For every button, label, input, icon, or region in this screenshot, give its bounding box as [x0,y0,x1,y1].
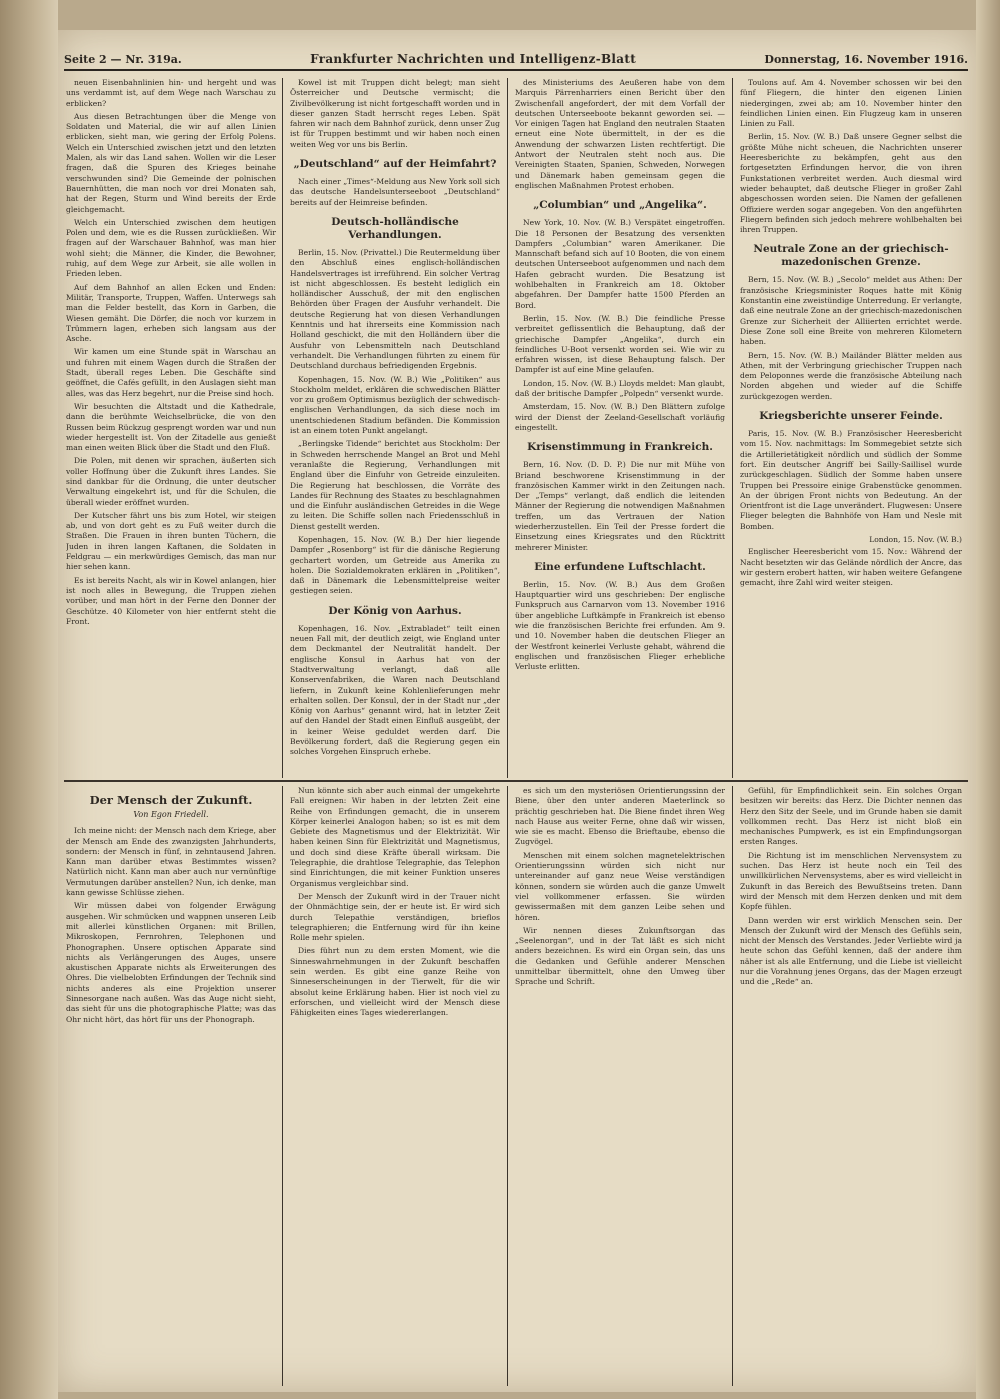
dateline: London, 15. Nov. (W. B.) [869,534,962,544]
column-4 [740,78,962,776]
paragraph: Berlin, 15. Nov. (W. B.) Die feindliche Presse verbreitet geflissentlich die Behauptung, daß der griechische Dampfer „Angelika“, durch ein feindliches U-Boot versenkt worden sei. Wie wir zu erfahren wissen, ist diese Behauptung falsch. Der Dampfer ist auf eine Mine gelaufen. [515,313,725,375]
paragraph: Wir besuchten die Altstadt und die Kathedrale, dann die berühmte Weichselbrücke, die von den Russen beim Rückzug gesprengt worden war und nun wieder hergestellt ist. Von der Zitadelle aus genießt man einen weiten Blick über die Stadt und den Fluß. [66,401,276,453]
masthead: Frankfurter Nachrichten und Intelligenz-Blatt [310,52,637,66]
paragraph: „Berlingske Tidende“ berichtet aus Stockholm: Der in Schweden herrschende Mangel an Brot und Mehl veranlaßte die Regierung, Verhandlungen mit England über die Einfuhr von Getreide einzuleiten. Die Regierung hat beschlossen, die Vorräte des Landes für Rechnung des Staates zu beschlagnahmen und die Einfuhr ausländischen Getreides in die Wege zu leiten. Die Schiffe sollen nach Friedensschluß in Dienst gestellt werden. [290,439,500,531]
paragraph: Berlin, 15. Nov. (Privattel.) Die Reutermeldung über den Abschluß eines englisch-holländischen Handelsvertrages ist irreführend. Ein solcher Vertrag ist nicht abgeschlossen. Es besteht lediglich ein holländischer Ausschuß, der mit den englischen Behörden über Fragen der Ausfuhr verhandelt. Die deutsche Regierung hat von diesen Verhandlungen Kenntnis und hat ihrerseits eine Kommission nach Holland geschickt, die mit den Holländern über die Ausfuhr von Lebensmitteln nach Deutschland verhandelt. Die Verhandlungen führten zu einem für Deutschland durchaus befriedigenden Ergebnis. [290,247,500,371]
article-headline: Neutrale Zone an der griechisch-mazedonischen Grenze. [753,243,949,269]
column-2 [290,78,500,776]
feuilleton-divider [64,780,968,782]
paragraph: Der Mensch der Zukunft wird in der Trauer nicht der Ohnmächtige sein, der er heute ist. Er wird sich durch Telepathie verständigen, brieflos telegraphieren; die Entfernung wird für ihn keine Rolle mehr spielen. [290,891,500,943]
article-headline: Eine erfundene Luftschlacht. [534,560,706,573]
column-rule [507,78,508,778]
article-headline: Deutsch-holländische Verhandlungen. [331,215,459,241]
paragraph: Wir nennen dieses Zukunftsorgan das „Seelenorgan“, und in der Tat läßt es sich nicht anders bezeichnen. Es wird ein Organ sein, das uns die Gedanken und Gefühle anderer Menschen unmittelbar übermittelt, ohne den Umweg über Sprache und Schrift. [515,925,725,987]
paragraph: New York, 10. Nov. (W. B.) Verspätet eingetroffen. Die 18 Personen der Besatzung des versenkten Dampfers „Columbian“ waren Amerikaner. Die Mannschaft befand sich auf 10 Booten, die von einem deutschen Unterseeboot aufgenommen und nach dem Hafen gebracht wurden. Die Besatzung ist wohlbehalten in Frankreich am 18. Oktober abgefahren. Der Dampfer hatte 1500 Pferden an Bord. [515,218,725,310]
paragraph: neuen Eisenbahnlinien hin- und hergeht und was uns verdammt ist, auf dem Wege nach Warschau zu erblicken? [66,78,276,108]
feuilleton-column-2 [290,786,500,1384]
paragraph: Menschen mit einem solchen magnetelektrischen Orientierungssinn würden sich nicht nur untereinander auf ganz neue Weise verständigen können, sondern sie würden auch die ganze Umwelt viel vollkommener erfassen. Sie würden gewissermaßen mit dem ganzen Leibe sehen und hören. [515,850,725,922]
paragraph: Kowel ist mit Truppen dicht belegt; man sieht Österreicher und Deutsche vermischt; die Zivilbevölkerung ist nicht fortgeschafft worden und in dieser ganzen Stadt herrscht reges Leben. Spät fahren wir nach dem Bahnhof zurück, denn unser Zug ist für Truppen bestimmt und wir haben noch einen weiten Weg vor uns bis Berlin. [290,78,500,149]
paragraph: Welch ein Unterschied zwischen dem heutigen Polen und dem, wie es die Russen zurückließen. Wir fragen auf der Warschauer Bahnhof, was man hier wohl sieht; die Männer, die Kinder, die Bewohner, ruhig, auf dem Wege zur Arbeit, sie alle wollen in Frieden leben. [66,217,276,279]
paragraph: Kopenhagen, 15. Nov. (W. B.) Der hier liegende Dampfer „Rosenborg“ ist für die dänische Regierung gechartert worden, um Getreide aus Amerika zu holen. Die Sozialdemokraten erklären in „Politiken“, daß in Dänemark die Lebensmittelpreise weiter gestiegen seien. [290,534,500,596]
paragraph: Toulons auf. Am 4. November schossen wir bei den fünf Fliegern, die hinter den eigenen Linien niedergingen, zwei ab; am 10. November hinter den feindlichen Linien einen. Ein Flugzeug kam in unseren Linien zu Fall. [740,78,962,129]
page-header [64,44,968,71]
page-number: Seite 2 — Nr. 319a. [64,53,182,66]
issue-date: Donnerstag, 16. November 1916. [764,53,968,66]
paragraph: des Ministeriums des Aeußeren habe von dem Marquis Pärrenharriers einen Bericht über den Zwischenfall angefordert, der mit dem Vorfall der deutschen Unterseeboote bekannt geworden sei. — Vor einigen Tagen hat England den neutralen Staaten erneut eine Note übermittelt, in der es die Anwendung der schwarzen Listen rechtfertigt. Die Antwort der Neutralen steht noch aus. Die Vereinigten Staaten, Spanien, Schweden, Norwegen und Dänemark haben gemeinsam gegen die englischen Maßnahmen Protest erhoben. [515,78,725,190]
column-3 [515,78,725,776]
feuilleton-column-3 [515,786,725,1384]
feuilleton-byline: Von Egon Friedell. [133,810,209,819]
paragraph: Wir kamen um eine Stunde spät in Warschau an und fuhren mit einem Wagen durch die Straßen der Stadt, überall reges Leben. Die Geschäfte sind geöffnet, die Cafés gefüllt, in den Auslagen sieht man alles, was das Herz begehrt, nur die Preise sind hoch. [66,347,276,398]
column-rule [507,786,508,1386]
paragraph: Amsterdam, 15. Nov. (W. B.) Den Blättern zufolge wird der Dienst der Zeeland-Gesellschaft vorläufig eingestellt. [515,402,725,432]
column-rule [732,786,733,1386]
paragraph: es sich um den mysteriösen Orientierungssinn der Biene, über den unter anderen Maeterlinck so prächtig geschrieben hat. Die Biene findet ihren Weg nach Hause aus weiter Ferne, ohne daß wir wissen, wie sie es macht. Ebenso die Brieftaube, ebenso die Zugvögel. [515,786,725,847]
paragraph: Nun könnte sich aber auch einmal der umgekehrte Fall ereignen: Wir haben in der letzten Zeit eine Reihe von Erfindungen gemacht, die in unserem Körper keinerlei Analogon haben; so ist es mit dem Gebiete des Magnetismus und der Elektrizität. Wir haben keinen Sinn für Elektrizität und Magnetismus, und doch sind diese Kräfte überall wirksam. Die Telegraphie, die drahtlose Telegraphie, das Telephon sind Einrichtungen, die mit keiner Funktion unseres Organismus vergleichbar sind. [290,786,500,888]
column-rule [732,78,733,778]
article-headline: „Deutschland“ auf der Heimfahrt? [293,158,497,171]
paragraph: Aus diesen Betrachtungen über die Menge von Soldaten und Material, die wir auf allen Linien erblicken, sieht man, wie gering der Erfolg Polens. Welch ein Unterschied zwischen jetzt und den letzten Malen, als wir das Land sahen. Wollen wir die Leser fragen, daß die Spuren des Krieges beinahe verschwunden sind? Die Gemeinde der polnischen Bauernhütten, die man noch vor drei Monaten sah, hat der Regen, Sturm und Wind bereits der Erde gleichgemacht. [66,111,276,214]
column-1 [66,78,276,776]
column-rule [282,78,283,778]
feuilleton-title: Der Mensch der Zukunft. [89,793,253,807]
paragraph: Berlin, 15. Nov. (W. B.) Daß unsere Gegner selbst die größte Mühe nicht scheuen, die Nachrichten unserer Heeresberichte zu bekämpfen, geht aus den fortgesetzten Erfindungen hervor, die von ihren Funkstationen verbreitet werden. Auch diesmal wird wieder behauptet, daß deutsche Flieger in großer Zahl abgeschossen worden seien. Die Namen der gefallenen Offiziere werden sogar angegeben. Von den angeführten Fliegern befinden sich jedoch mehrere wohlbehalten bei ihren Truppen. [740,132,962,235]
article-headline: Krisenstimmung in Frankreich. [527,441,713,454]
paragraph: Berlin, 15. Nov. (W. B.) Aus dem Großen Hauptquartier wird uns geschrieben: Der englische Funkspruch aus Carnarvon vom 13. November 1916 über angebliche Luftkämpfe in Frankreich ist ebenso wie die französischen Berichte frei erfunden. Am 9. und 10. November haben die deutschen Flieger an der Westfront keinerlei Verluste gehabt, während die englischen und französischen Flieger erhebliche Verluste erlitten. [515,579,725,672]
page-edge [976,0,1000,1399]
paragraph: Der Kutscher fährt uns bis zum Hotel, wir steigen ab, und von dort geht es zu Fuß weiter durch die Straßen. Die Frauen in ihren bunten Tüchern, die Juden in ihren langen Kaftanen, die Soldaten in Feldgrau — ein merkwürdiges Gemisch, das man nur hier sehen kann. [66,510,276,572]
book-binding [0,0,58,1399]
newspaper-page [58,30,976,1392]
paragraph: Paris, 15. Nov. (W. B.) Französischer Heeresbericht vom 15. Nov. nachmittags: Im Sommegebiet setzte sich die Artillerietätigkeit nördlich und südlich der Somme fort. Ein deutscher Angriff bei Sailly-Saillisel wurde zurückgeschlagen. Südlich der Somme haben unsere Truppen bei Pressoire einige Grabenstücke genommen. An der übrigen Front nichts von Bedeutung. An der Orientfront ist die Lage unverändert. Flugwesen: Unsere Flieger belegten die Bahnhöfe von Ham und Nesle mit Bomben. [740,429,962,531]
feuilleton-column-4 [740,786,962,1384]
paragraph: Bern, 16. Nov. (D. D. P.) Die nur mit Mühe von Briand beschworene Krisenstimmung in der französischen Kammer wirkt in den Zeitungen nach. Der „Temps“ verlangt, daß endlich die leitenden Männer der Regierung die notwendigen Maßnahmen treffen, um das Vertrauen der Nation wiederherzustellen. Ein Teil der Presse fordert die Einsetzung eines Kriegsrates und den Rücktritt mehrerer Minister. [515,460,725,552]
paragraph: Englischer Heeresbericht vom 15. Nov.: Während der Nacht besetzten wir das Gelände nördlich der Ancre, das wir gestern erobert hatten, wir haben weitere Gefangene gemacht, ihre Zahl wird weiter steigen. [740,547,962,588]
paragraph: Es ist bereits Nacht, als wir in Kowel anlangen, hier ist noch alles in Bewegung, die Truppen ziehen vorüber, und man hört in der Ferne den Donner der Geschütze. 40 Kilometer von hier entfernt steht die Front. [66,575,276,626]
article-headline: „Columbian“ und „Angelika“. [533,199,707,212]
paragraph: Ich meine nicht: der Mensch nach dem Kriege, aber der Mensch am Ende des zwanzigsten Jahrhunderts, sondern: der Mensch in fünf, in zehntausend Jahren. Kann man darüber etwas Bestimmtes wissen? Natürlich nicht. Kann man aber auch nur vernünftige Vermutungen darüber anstellen? Nun, ich denke, man kann gewisse Schlüsse ziehen. [66,826,276,898]
paragraph: Auf dem Bahnhof an allen Ecken und Enden: Militär, Transporte, Truppen, Waffen. Unterwegs sah man die Felder bestellt, das Korn in Garben, die Wiesen gemäht. Die Dörfer, die noch vor kurzem in Trümmern lagen, erheben sich langsam aus der Asche. [66,282,276,344]
paragraph: Dies führt nun zu dem ersten Moment, wie die Sinneswahrnehmungen in der Zukunft beschaffen sein werden. Es gibt eine ganze Reihe von Sinneserscheinungen in der Tierwelt, für die wir absolut keine Erklärung haben. Hier ist noch viel zu erforschen, und vielleicht wird der Mensch diese Fähigkeiten eines Tages wiedererlangen. [290,946,500,1018]
paragraph: London, 15. Nov. (W. B.) Lloyds meldet: Man glaubt, daß der britische Dampfer „Polpedn“ versenkt wurde. [515,378,725,399]
article-headline: Der König von Aarhus. [328,604,462,617]
paragraph: Wir müssen dabei von folgender Erwägung ausgehen. Wir schmücken und wappnen unseren Leib mit allerlei künstlichen Organen: mit Brillen, Mikroskopen, Fernrohren, Telephonen und Phonographen. Unsere optischen Apparate sind nichts als Verlängerungen des Auges, unsere akustischen Apparate nichts als Erweiterungen des Ohres. Die vielbelobten Erfindungen der Technik sind nichts anderes als eine Projektion unserer Sinnesorgane nach außen. Was das Auge nicht sieht, das sieht für uns die photographische Platte; was das Ohr nicht hört, das hört für uns der Phonograph. [66,901,276,1024]
paragraph: Nach einer „Times“-Meldung aus New York soll sich das deutsche Handelsunterseeboot „Deutschland“ bereits auf der Heimreise befinden. [290,177,500,207]
article-headline: Kriegsberichte unserer Feinde. [759,410,943,423]
paragraph: Die Richtung ist im menschlichen Nervensystem zu suchen. Das Herz ist heute noch ein Teil des unwillkürlichen Nervensystems, aber es wird vielleicht in Zukunft in das Bereich des Bewußtseins treten. Dann wird der Mensch mit dem Herzen denken und mit dem Kopfe fühlen. [740,850,962,912]
column-rule [282,786,283,1386]
paragraph: Bern, 15. Nov. (W. B.) Mailänder Blätter melden aus Athen, mit der Verbringung griechischer Truppen nach dem Peloponnes werde die französische Abteilung nach Norden abgehen und wieder auf die Schiffe zurückgezogen werden. [740,350,962,401]
paragraph: Dann werden wir erst wirklich Menschen sein. Der Mensch der Zukunft wird der Mensch des Gefühls sein, nicht der Mensch des Verstandes. Jeder Verliebte wird ja heute schon das Gefühl kennen, daß der andere ihm näher ist als alle Entfernung, und die Liebe ist vielleicht nur die Vorahnung jenes Organs, das der Magen erzeugt und die „Rede“ an. [740,915,962,987]
paragraph: Die Polen, mit denen wir sprachen, äußerten sich voller Hoffnung über die Zukunft ihres Landes. Sie sind dankbar für die Ordnung, die unter deutscher Verwaltung eingekehrt ist, und für die Schulen, die überall wieder eröffnet wurden. [66,456,276,507]
feuilleton-column-1 [66,786,276,1384]
paragraph: Kopenhagen, 15. Nov. (W. B.) Wie „Politiken“ aus Stockholm meldet, erklären die schwedischen Blätter vor zu großem Optimismus bezüglich der schwedisch-englischen Verhandlungen, da sich diese noch im unentschiedenen Stadium befänden. Die Kommission ist an einem toten Punkt angelangt. [290,374,500,436]
paragraph: Bern, 15. Nov. (W. B.) „Secolo“ meldet aus Athen: Der französische Kriegsminister Roques hatte mit König Konstantin eine zweistündige Unterredung. Er verlangte, daß eine neutrale Zone an der griechisch-mazedonischen Grenze zur Sicherheit der Alliierten errichtet werde. Diese Zone soll eine Breite von mehreren Kilometern haben. [740,275,962,347]
paragraph: Gefühl, für Empfindlichkeit sein. Ein solches Organ besitzen wir bereits: das Herz. Die Dichter nennen das Herz den Sitz der Seele, und im Grunde haben sie damit vollkommen recht. Das Herz ist nicht bloß ein mechanisches Pumpwerk, es ist ein Empfindungsorgan ersten Ranges. [740,786,962,847]
paragraph: Kopenhagen, 16. Nov. „Extrabladet“ teilt einen neuen Fall mit, der deutlich zeigt, wie England unter dem Deckmantel der Neutralität handelt. Der englische Konsul in Aarhus hat von der Stadtverwaltung verlangt, daß alle Konservenfabriken, die Waren nach Deutschland liefern, in Zukunft keine Kohlenlieferungen mehr erhalten sollen. Der Konsul, der in der Stadt nur „der König von Aarhus“ genannt wird, hat in letzter Zeit auf den Handel der Stadt einen Einfluß ausgeübt, der in keiner Weise geduldet werden darf. Die Bevölkerung fordert, daß die Regierung gegen ein solches Vorgehen Einspruch erhebe. [290,623,500,757]
